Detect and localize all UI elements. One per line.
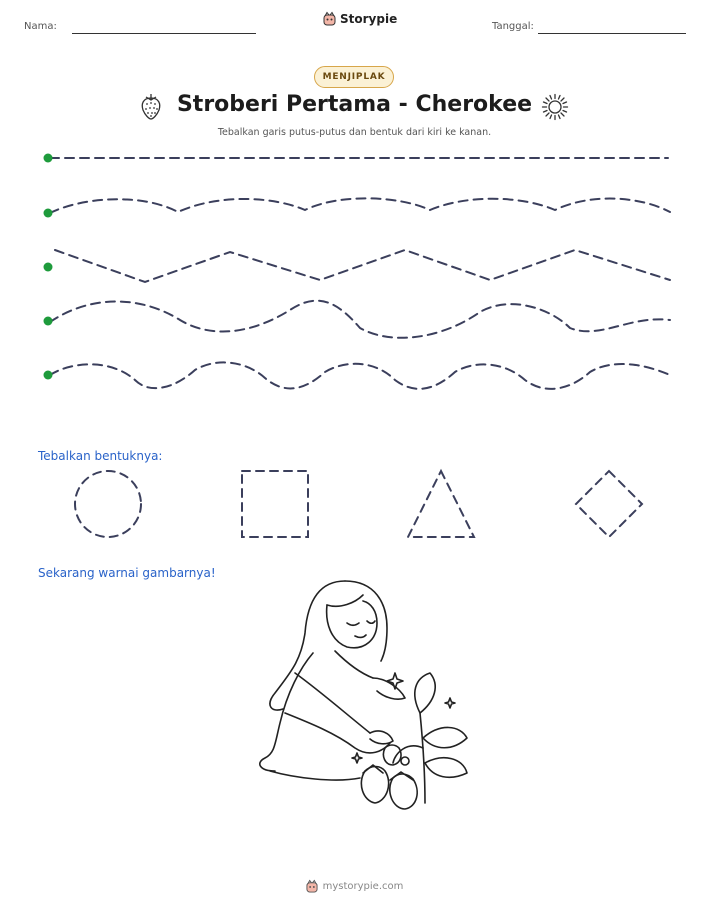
name-field[interactable] — [72, 33, 256, 34]
start-dot — [44, 154, 53, 163]
brand-name: Storypie — [340, 12, 398, 26]
start-dot — [44, 263, 53, 272]
storypie-logo — [323, 12, 397, 26]
footer-site[interactable]: mystorypie.com — [322, 881, 404, 892]
girl-strawberry-illustration[interactable] — [235, 573, 475, 813]
storypie-logo-icon — [306, 880, 318, 893]
instructions: Tebalkan garis putus-putus dan bentuk dari kiri ke kanan. — [217, 127, 492, 138]
tracing-shapes — [0, 460, 709, 550]
footer — [0, 880, 709, 893]
date-label: Tanggal: — [492, 21, 534, 32]
shapes-label: Tebalkan bentuknya: — [38, 449, 163, 463]
sun-icon — [541, 93, 569, 121]
shape-triangle[interactable] — [408, 471, 474, 537]
tracing-line-wave-2[interactable] — [50, 301, 670, 338]
tracing-lines — [0, 140, 709, 400]
coloring-label: Sekarang warnai gambarnya! — [38, 566, 216, 580]
name-label: Nama: — [24, 21, 57, 32]
shape-circle[interactable] — [75, 471, 141, 537]
start-dot — [44, 317, 53, 326]
page-title: Stroberi Pertama - Cherokee — [176, 92, 533, 117]
start-dot — [44, 209, 53, 218]
shape-diamond[interactable] — [576, 471, 642, 537]
category-badge: MENJIPLAK — [314, 66, 394, 88]
date-field[interactable] — [538, 33, 686, 34]
tracing-line-wave-1[interactable] — [50, 198, 670, 213]
shape-square[interactable] — [242, 471, 308, 537]
tracing-line-zigzag[interactable] — [55, 250, 670, 282]
start-dot — [44, 371, 53, 380]
tracing-line-wave-3[interactable] — [50, 362, 670, 388]
storypie-logo-icon — [323, 12, 336, 26]
